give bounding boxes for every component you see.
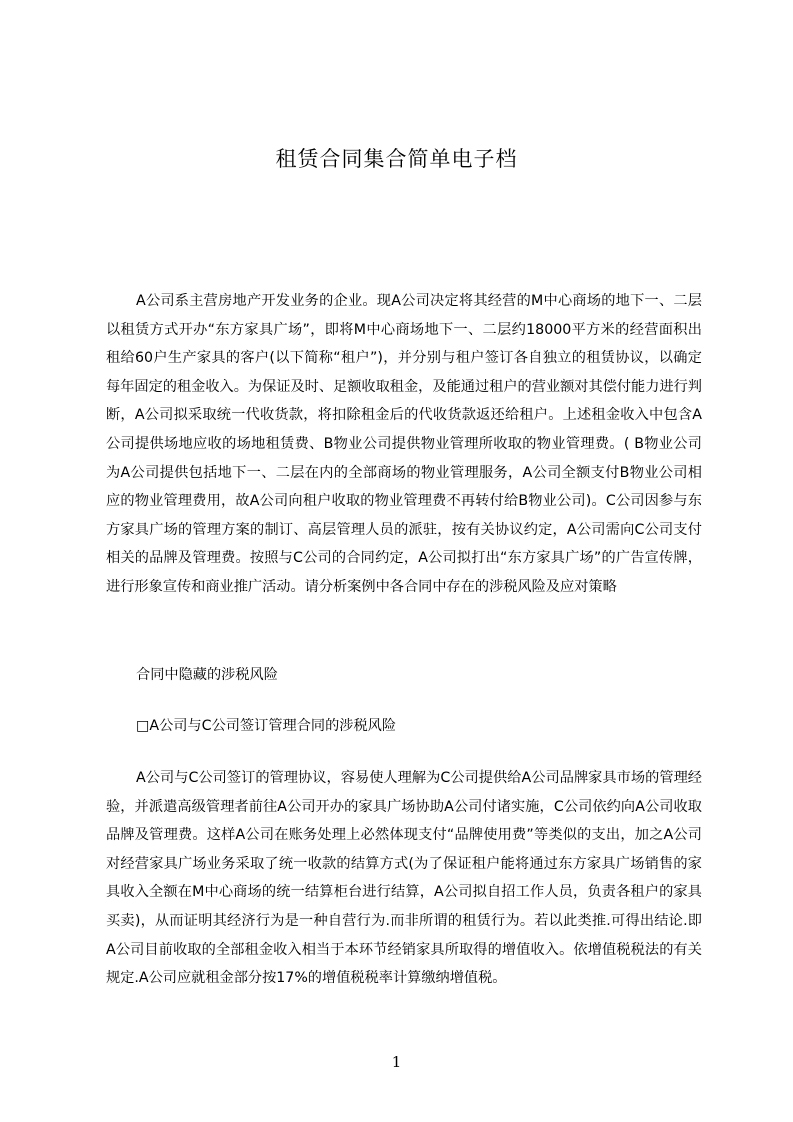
section-heading-tax-risks: 合同中隐藏的涉税风险	[136, 667, 278, 683]
paragraph-case-description: A公司系主营房地产开发业务的企业。现A公司决定将其经营的M中心商场的地下一、二层以租赁方式开办“东方家具广场”，即将M中心商场地下一、二层约18000平方米的经营面积出租给60户生产家具的客户(以下简称“租户”)，并分别与租户签订各自独立的租赁协议，以确定每年固定的租金收入。为保证及时、足额收取租金，及能通过租户的营业额对其偿付能力进行判断，A公司拟采取统一代收货款，将扣除租金后的代收货款返还给租户。上述租金收入中包含A公司提供场地应收的场地租赁费、B物业公司提供物业管理所收取的物业管理费。( B物业公司为A公司提供包括地下一、二层在内的全部商场的物业管理服务，A公司全额支付B物业公司相应的物业管理费用，故A公司向租户收取的物业管理费不再转付给B物业公司)。C公司因参与东方家具广场的管理方案的制订、高层管理人员的派驻，按有关协议约定，A公司需向C公司支付相关的品牌及管理费。按照与C公司的合同约定，A公司拟打出“东方家具广场”的广告宣传牌，进行形象宣传和商业推广活动。请分析案例中各合同中存在的涉税风险及应对策略	[106, 293, 702, 595]
paragraph-management-contract-analysis: A公司与C公司签订的管理协议，容易使人理解为C公司提供给A公司品牌家具市场的管理经验，并派遣高级管理者前往A公司开办的家具广场协助A公司付诸实施，C公司依约向A公司收取品牌及管理费。这样A公司在账务处理上必然体现支付“品牌使用费”等类似的支出，加之A公司对经营家具广场业务采取了统一收款的结算方式(为了保证租户能将通过东方家具广场销售的家具收入全额在M中心商场的统一结算柜台进行结算，A公司拟自招工作人员，负责各租户的家具买卖)，从而证明其经济行为是一种自营行为.而非所谓的租赁行为。若以此类推.可得出结论.即A公司目前收取的全部租金收入相当于本环节经销家具所取得的增值收入。依增值税税法的有关规定.A公司应就租金部分按17%的增值税税率计算缴纳增值税。	[106, 770, 702, 987]
document-title: 租赁合同集合简单电子档	[275, 147, 518, 171]
subsection-heading-management-contract: □A公司与C公司签订管理合同的涉税风险	[136, 718, 397, 734]
page-number: 1	[391, 1053, 402, 1071]
